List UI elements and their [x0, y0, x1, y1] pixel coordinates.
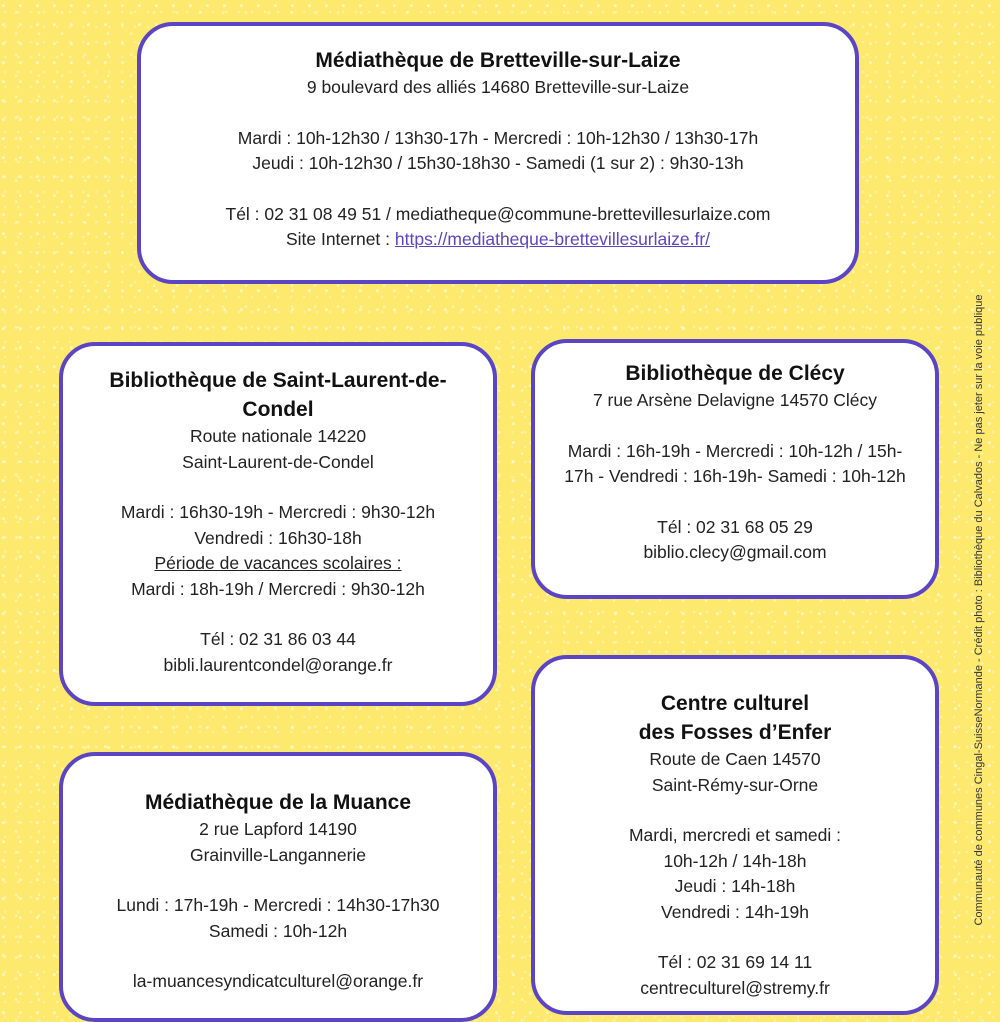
website-label: Site Internet : — [285, 229, 395, 249]
phone: Tél : 02 31 68 05 29 — [657, 516, 813, 537]
hours-line: Samedi : 10h-12h — [208, 920, 348, 941]
card-mediatheque-muance — [59, 752, 497, 1022]
hours-line: Jeudi : 10h-12h30 / 15h30-18h30 - Samedi (1 sur 2) : 9h30-13h — [252, 153, 744, 173]
holidays-label: Période de vacances scolaires : — [154, 553, 402, 573]
card-title-line: des Fosses d’Enfer — [638, 721, 832, 744]
phone: Tél : 02 31 69 14 11 — [657, 952, 813, 972]
address-line: 2 rue Lapford 14190 — [199, 819, 357, 839]
hours-line: 10h-12h / 14h-18h — [663, 850, 807, 871]
hours-line: Lundi : 17h-19h - Mercredi : 14h30-17h30 — [116, 895, 440, 915]
hours-line: Mardi : 16h30-19h - Mercredi : 9h30-12h — [120, 502, 436, 522]
address: 9 boulevard des alliés 14680 Bretteville-sur-Laize — [306, 77, 690, 97]
hours-line: 17h - Vendredi : 16h-19h- Samedi : 10h-12h — [564, 466, 906, 486]
hours-line: Mardi, mercredi et samedi : — [628, 825, 841, 845]
email: centreculturel@stremy.fr — [640, 977, 830, 998]
hours-line: Mardi : 10h-12h30 / 13h30-17h - Mercredi : 10h-12h30 / 13h30-17h — [237, 127, 759, 148]
address: 7 rue Arsène Delavigne 14570 Clécy — [592, 390, 878, 410]
hours-line: Vendredi : 16h30-18h — [194, 527, 362, 548]
address-line: Saint-Laurent-de-Condel — [182, 451, 374, 472]
card-title: Bibliothèque de Saint-Laurent-de-Condel — [109, 369, 447, 421]
email: la-muancesyndicatculturel@orange.fr — [132, 971, 424, 991]
email: bibli.laurentcondel@orange.fr — [163, 654, 393, 675]
address-line: Grainville-Langannerie — [189, 844, 367, 865]
email: biblio.clecy@gmail.com — [643, 542, 827, 562]
phone: Tél : 02 31 86 03 44 — [200, 629, 356, 649]
address-line: Route nationale 14220 — [189, 426, 367, 446]
card-bibliotheque-clecy — [531, 339, 939, 599]
hours-line: Jeudi : 14h-18h — [674, 876, 796, 896]
card-title: Médiathèque de Bretteville-sur-Laize — [315, 49, 681, 72]
hours-line: Vendredi : 14h-19h — [661, 901, 809, 922]
website-link[interactable]: https://mediatheque-brettevillesurlaize.fr/ — [394, 229, 711, 249]
hours-line: Mardi : 16h-19h - Mercredi : 10h-12h / 15h- — [567, 440, 903, 461]
credit-text: Communauté de communes Cingal-SuisseNormande - Crédit photo : Bibliothèque du Calvados - Ne pas jeter sur la voie publique — [973, 294, 985, 926]
card-centre-culturel-fosses — [531, 655, 939, 1015]
contact: Tél : 02 31 08 49 51 / mediatheque@commune-brettevillesurlaize.com — [225, 203, 771, 224]
holidays-hours: Mardi : 18h-19h / Mercredi : 9h30-12h — [131, 578, 425, 599]
card-mediatheque-bretteville — [137, 22, 859, 284]
website-row — [141, 227, 855, 253]
address-line: Route de Caen 14570 — [649, 749, 821, 769]
card-title: Bibliothèque de Clécy — [625, 362, 845, 385]
card-title-line: Centre culturel — [660, 692, 810, 715]
card-title: Médiathèque de la Muance — [144, 791, 412, 814]
card-bibliotheque-saint-laurent — [59, 342, 497, 706]
address-line: Saint-Rémy-sur-Orne — [651, 774, 819, 795]
